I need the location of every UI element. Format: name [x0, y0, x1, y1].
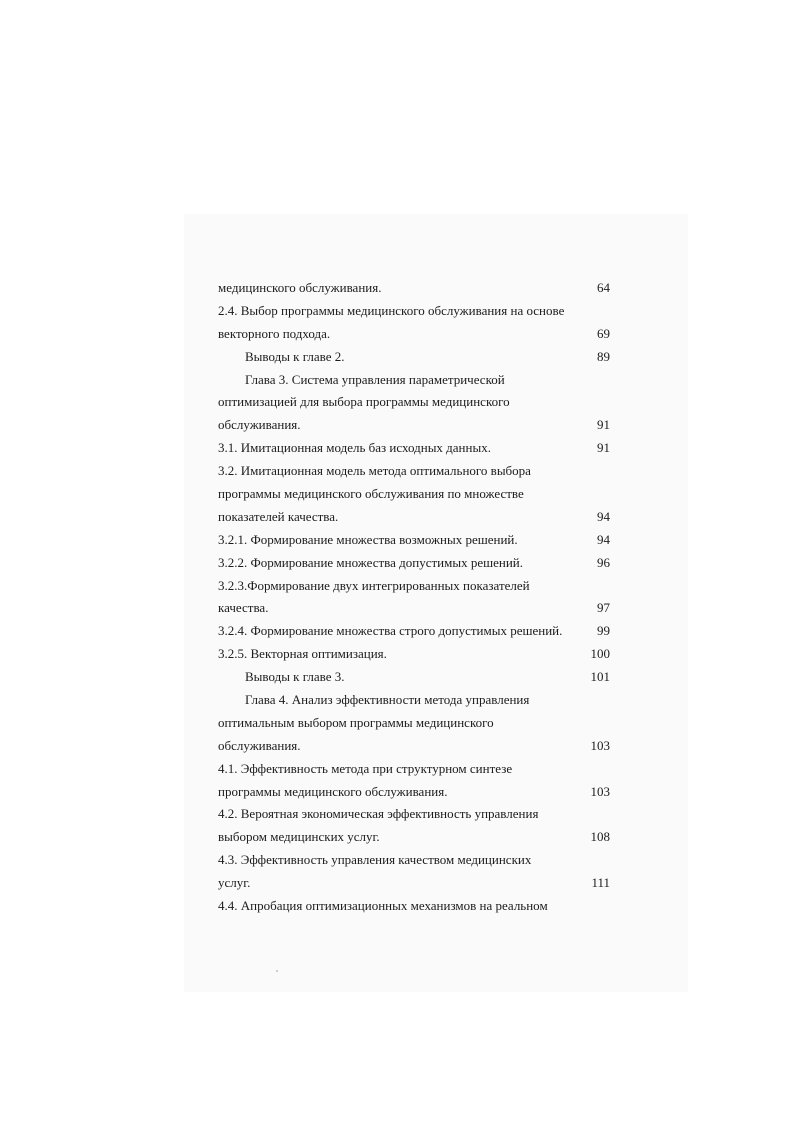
toc-line [218, 300, 610, 323]
toc-page-number: 64 [597, 280, 610, 295]
toc-line [218, 803, 610, 826]
toc-line [218, 781, 610, 804]
toc-line-text: 3.2.1. Формирование множества возможных решений. [218, 531, 518, 547]
toc-line-text: 4.2. Вероятная экономическая эффективность управления [218, 806, 539, 822]
toc-page-number: 103 [590, 783, 610, 799]
toc-page-number: 69 [597, 325, 610, 341]
toc-line-text: 3.1. Имитационная модель баз исходных данных. [218, 440, 491, 456]
toc-page-number: 91 [597, 440, 610, 456]
toc-line [218, 597, 610, 620]
toc-line [218, 735, 610, 758]
toc-line [218, 369, 610, 392]
toc-page-number: 96 [597, 554, 610, 570]
toc-line [218, 826, 610, 849]
toc-line-text: 4.1. Эффективность метода при структурном синтезе [218, 760, 513, 776]
toc-line [218, 460, 610, 483]
toc-line-text: 4.4. Апробация оптимизационных механизмов на реальном [218, 898, 548, 914]
toc-line [218, 506, 610, 529]
toc-line-text: качества. [218, 600, 269, 616]
table-of-contents [218, 277, 610, 918]
toc-line [218, 483, 610, 506]
toc-line-text: Выводы к главе 3. [245, 669, 345, 685]
toc-line [218, 575, 610, 598]
toc-line-text: услуг. [218, 875, 251, 891]
toc-line [218, 689, 610, 712]
toc-line [218, 872, 610, 895]
toc-line-text: 3.2.2. Формирование множества допустимых решений. [218, 554, 523, 570]
toc-page-number: 111 [591, 875, 610, 891]
toc-page-number: 108 [590, 829, 610, 845]
toc-line-text: векторного подхода. [218, 325, 331, 341]
toc-page-number: 99 [597, 623, 610, 639]
toc-line-text: обслуживания. [218, 417, 301, 433]
toc-line [218, 758, 610, 781]
toc-line-text: 3.2.4. Формирование множества строго допустимых решений. [218, 623, 563, 639]
toc-page-number: 91 [597, 417, 610, 433]
toc-line [218, 666, 610, 689]
toc-line [218, 643, 610, 666]
toc-page-number: 103 [590, 737, 610, 753]
toc-page-number: 101 [590, 669, 610, 685]
toc-line-text: оптимальным выбором программы медицинского [218, 714, 494, 730]
toc-page-number: 100 [590, 646, 610, 662]
toc-page-number: 94 [597, 508, 610, 524]
toc-line [218, 414, 610, 437]
toc-page-number: 97 [597, 600, 610, 616]
toc-line-text: выбором медицинских услуг. [218, 829, 380, 845]
toc-page-number: 89 [597, 348, 610, 364]
toc-page-number: 94 [597, 531, 610, 547]
toc-line-text: Выводы к главе 2. [245, 348, 345, 364]
toc-line-text: 3.2.5. Векторная оптимизация. [218, 646, 387, 662]
toc-line-text: медицинского обслуживания. [218, 280, 382, 295]
toc-line [218, 323, 610, 346]
toc-line-text: Глава 3. Система управления параметрической [245, 371, 505, 387]
scan-speck [276, 970, 278, 972]
toc-line-text: программы медицинского обслуживания по множестве [218, 486, 524, 502]
toc-line [218, 529, 610, 552]
toc-line [218, 437, 610, 460]
toc-line-text: оптимизацией для выбора программы медицинского [218, 394, 510, 410]
toc-line-text: обслуживания. [218, 737, 301, 753]
toc-line [218, 346, 610, 369]
toc-line [218, 620, 610, 643]
toc-line-text: программы медицинского обслуживания. [218, 783, 448, 799]
toc-line-text: показателей качества. [218, 508, 339, 524]
toc-line-text: 4.3. Эффективность управления качеством медицинских [218, 852, 532, 868]
toc-line [218, 391, 610, 414]
toc-line [218, 712, 610, 735]
toc-line [218, 277, 610, 300]
toc-line [218, 849, 610, 872]
toc-line [218, 895, 610, 918]
toc-line-text: 2.4. Выбор программы медицинского обслуживания на основе [218, 302, 565, 318]
toc-line-text: Глава 4. Анализ эффективности метода управления [245, 692, 530, 708]
toc-line-text: 3.2.3.Формирование двух интегрированных показателей [218, 577, 530, 593]
toc-line-text: 3.2. Имитационная модель метода оптимального выбора [218, 463, 531, 479]
toc-line [218, 552, 610, 575]
